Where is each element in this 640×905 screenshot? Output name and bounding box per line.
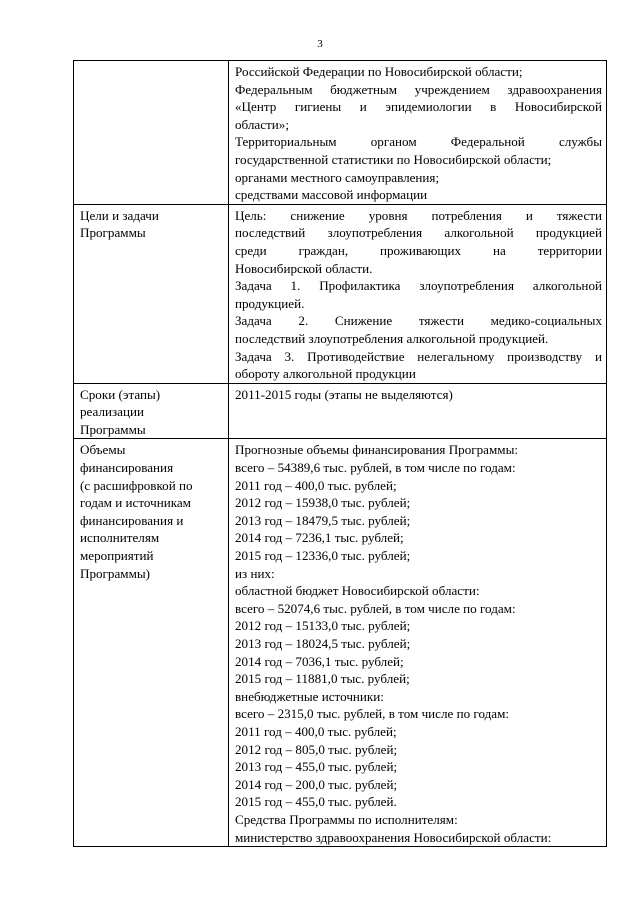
content-line: внебюджетные источники:: [235, 688, 384, 704]
content-line: Новосибирской области.: [235, 260, 373, 276]
table-row: [74, 439, 607, 847]
row-content-cell: [229, 204, 607, 383]
content-line: 2014 год – 7036,1 тыс. рублей;: [235, 653, 404, 669]
content-line: среди граждан, проживающих на территории: [235, 242, 602, 258]
content-line: областной бюджет Новосибирской области:: [235, 583, 480, 599]
content-line: последствий злоупотребления алкогольной продукцией.: [235, 330, 549, 346]
content-line: из них:: [235, 565, 275, 581]
content-line: 2014 год – 200,0 тыс. рублей;: [235, 776, 398, 792]
content-line: 2012 год – 15133,0 тыс. рублей;: [235, 618, 411, 634]
content-line: средствами массовой информации: [235, 187, 428, 203]
content-line: 2011 год – 400,0 тыс. рублей;: [235, 477, 397, 493]
content-line: 2011-2015 годы (этапы не выделяются): [235, 386, 453, 402]
content-line: 2015 год – 12336,0 тыс. рублей;: [235, 548, 411, 564]
content-line: 2012 год – 15938,0 тыс. рублей;: [235, 495, 411, 511]
content-line: Задача 2. Снижение тяжести медико-социальных: [235, 313, 602, 329]
row-label-cell: [74, 204, 229, 383]
label-line: Сроки (этапы): [80, 386, 161, 402]
content-line: министерство здравоохранения Новосибирской области:: [235, 829, 552, 845]
label-line: Объемы: [80, 442, 126, 458]
table-row: [74, 204, 607, 383]
label-line: исполнителям: [80, 530, 160, 546]
content-line: 2015 год – 11881,0 тыс. рублей;: [235, 671, 410, 687]
content-line: Средства Программы по исполнителям:: [235, 811, 458, 827]
label-line: мероприятий: [80, 548, 154, 564]
content-line: «Центр гигиены и эпидемиологии в Новосибирской: [235, 99, 602, 115]
table-row: [74, 383, 607, 439]
page-number: 3: [317, 38, 323, 50]
content-line: 2013 год – 18479,5 тыс. рублей;: [235, 512, 411, 528]
content-line: 2013 год – 455,0 тыс. рублей;: [235, 759, 398, 775]
content-line: области»;: [235, 116, 289, 132]
content-line: всего – 52074,6 тыс. рублей, в том числе по годам:: [235, 600, 516, 616]
table-row: [74, 61, 607, 205]
row-label-cell: [74, 439, 229, 847]
program-passport-table: [73, 60, 607, 847]
row-content-cell: [229, 61, 607, 205]
label-line: (с расшифровкой по: [80, 477, 193, 493]
content-line: органами местного самоуправления;: [235, 169, 440, 185]
content-line: Территориальным органом Федеральной службы: [235, 134, 602, 150]
label-line: Программы: [80, 225, 146, 241]
content-line: Задача 1. Профилактика злоупотребления алкогольной: [235, 278, 602, 294]
content-line: продукцией.: [235, 295, 305, 311]
content-line: Прогнозные объемы финансирования Программы:: [235, 442, 519, 458]
content-line: Задача 3. Противодействие нелегальному производству и: [235, 348, 602, 364]
content-line: 2015 год – 455,0 тыс. рублей.: [235, 794, 397, 810]
content-line: государственной статистики по Новосибирской области;: [235, 151, 552, 167]
content-line: 2014 год – 7236,1 тыс. рублей;: [235, 530, 404, 546]
label-line: Программы): [80, 565, 151, 581]
label-line: реализации: [80, 404, 144, 420]
content-line: Цель: снижение уровня потребления и тяжести: [235, 207, 602, 223]
content-line: 2012 год – 805,0 тыс. рублей;: [235, 741, 398, 757]
content-line: всего – 2315,0 тыс. рублей, в том числе по годам:: [235, 706, 510, 722]
content-line: 2011 год – 400,0 тыс. рублей;: [235, 723, 397, 739]
label-line: Программы: [80, 421, 146, 437]
label-line: финансирования и: [80, 512, 184, 528]
content-line: последствий злоупотребления алкогольной продукцией: [235, 225, 602, 241]
row-content-cell: [229, 383, 607, 439]
content-line: Федеральным бюджетным учреждением здравоохранения: [235, 81, 602, 97]
row-content-cell: [229, 439, 607, 847]
content-line: обороту алкогольной продукции: [235, 366, 416, 382]
row-label-cell: [74, 383, 229, 439]
label-line: годам и источникам: [80, 495, 191, 511]
content-line: Российской Федерации по Новосибирской области;: [235, 64, 523, 79]
label-line: Цели и задачи: [80, 207, 159, 223]
row-label-cell: [74, 61, 229, 205]
content-line: всего – 54389,6 тыс. рублей, в том числе по годам:: [235, 460, 516, 476]
label-line: финансирования: [80, 460, 174, 476]
content-line: 2013 год – 18024,5 тыс. рублей;: [235, 636, 411, 651]
